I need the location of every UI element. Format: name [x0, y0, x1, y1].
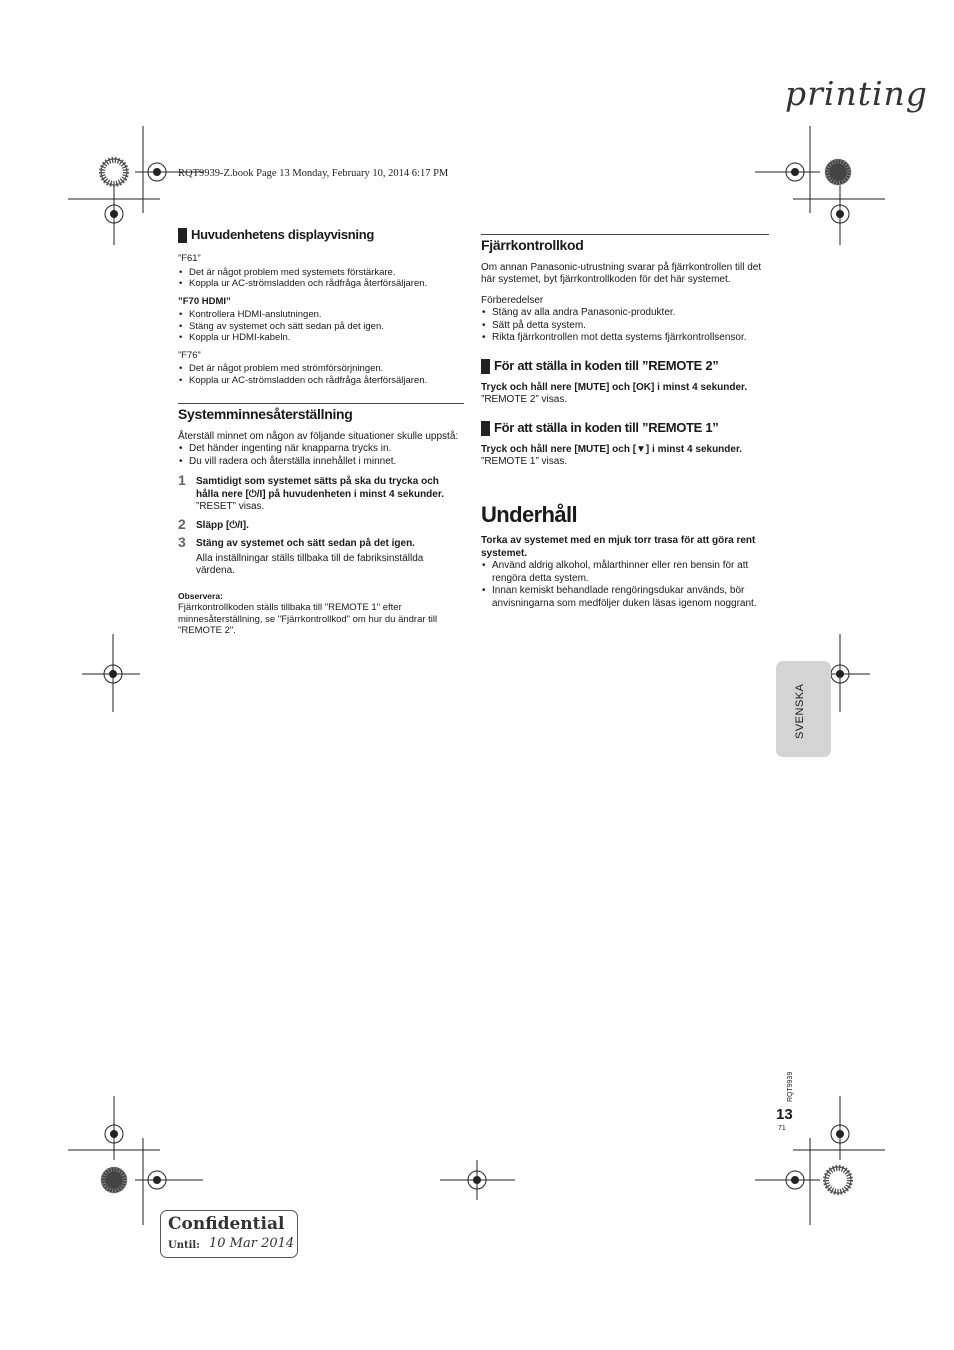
list-item: • Använd aldrig alkohol, målarthinner eller ren bensin för att rengöra detta system.: [481, 560, 769, 585]
maintenance-intro: Torka av systemet med en mjuk torr trasa för att göra rent systemet.: [481, 535, 756, 559]
document-code: RQT9939: [787, 1071, 794, 1102]
list-item: • Det händer ingenting när knapparna trycks in.: [178, 443, 464, 456]
step-sub: Alla inställningar ställs tillbaka till de fabriksinställda värdena.: [196, 552, 424, 576]
maintenance-heading: Underhåll: [481, 501, 578, 527]
confidential-title: Confidential: [168, 1214, 285, 1234]
step-number: 3: [178, 534, 186, 550]
remote2-result: ”REMOTE 2” visas.: [481, 394, 568, 405]
note-heading: Observera:: [178, 590, 223, 601]
note-text: Fjärrkontrollkoden ställs tillbaka till "REMOTE 1" efter minnesåterställning, se "Fjärrkontrollkod" om hur du ändrar till "REMOTE 2".: [178, 602, 438, 636]
language-label: SVENSKA: [794, 683, 806, 739]
remote1-instruction: Tryck och håll nere [MUTE] och [▼] i minst 4 sekunder.: [481, 443, 743, 455]
list-item: • Kontrollera HDMI-anslutningen.: [178, 309, 464, 321]
remote-intro: Om annan Panasonic-utrustning svarar på fjärrkontrollen till det här systemet, byt fjärrkontrollkoden för det här systemet.: [481, 261, 762, 285]
crosshair-mark: [755, 126, 820, 213]
code-list: [178, 267, 464, 290]
star-target-icon: [825, 1167, 851, 1193]
step-text: Släpp [⏻/I].: [196, 519, 249, 531]
list-item: • Du vill radera och återställa innehållet i minnet.: [178, 456, 464, 469]
code-label: ”F76”: [178, 349, 201, 361]
crosshair-mark: [793, 1096, 885, 1160]
left-column: [178, 228, 464, 637]
right-column: [481, 234, 769, 610]
crosshair-mark: [793, 185, 885, 245]
remote1-result: ”REMOTE 1” visas.: [481, 456, 568, 467]
confidential-until-label: Until:: [168, 1240, 200, 1251]
remote-heading: Fjärrkontrollkod: [481, 234, 769, 252]
crosshair-mark: [68, 1096, 160, 1160]
heading-bar-icon: [481, 421, 490, 436]
heading-bar-icon: [481, 359, 490, 374]
list-item: • Sätt på detta system.: [481, 320, 769, 333]
list-item: • Rikta fjärrkontrollen mot detta systems fjärrkontrollsensor.: [481, 332, 769, 345]
code-label: ”F61”: [178, 253, 201, 264]
step-text: Samtidigt som systemet sätts på ska du trycka och hålla nere [⏻/I] på huvudenheten i minst 4 sekunder.: [196, 476, 444, 500]
code-list: [178, 309, 464, 344]
list-item: • Det är något problem med strömförsörjningen.: [178, 363, 464, 375]
step-1: [178, 472, 464, 514]
display-heading: Huvudenhetens displayvisning: [178, 228, 464, 243]
remote2-instruction: Tryck och håll nere [MUTE] och [OK] i minst 4 sekunder.: [481, 381, 748, 393]
code-list: [178, 363, 464, 386]
list-item: • Koppla ur HDMI-kabeln.: [178, 332, 464, 344]
heading-bar-icon: [178, 228, 187, 243]
prep-bullets: [481, 307, 769, 345]
page-number: 13: [776, 1106, 793, 1123]
list-item: • Koppla ur AC-strömsladden och rådfråga återförsäljaren.: [178, 375, 464, 387]
code-block: [178, 296, 464, 344]
star-target-icon: [825, 159, 851, 185]
reset-bullets: [178, 443, 464, 468]
sheet-number: 71: [778, 1125, 786, 1132]
remote2-heading: För att ställa in koden till ”REMOTE 2”: [481, 359, 769, 374]
remote1-heading: För att ställa in koden till ”REMOTE 1”: [481, 421, 769, 436]
maintenance-bullets: [481, 560, 769, 610]
reset-heading: Systemminnesåterställning: [178, 403, 464, 421]
list-item: • Stäng av systemet och sätt sedan på det igen.: [178, 321, 464, 333]
step-3: [178, 534, 464, 578]
list-item: • Innan kemiskt behandlade rengöringsdukar används, bör anvisningarna som medföljer duken läsas igenom noggrant.: [481, 585, 769, 610]
prep-heading: Förberedelser: [481, 294, 544, 306]
code-block: [178, 350, 464, 387]
star-target-icon: [101, 1167, 127, 1193]
list-item: • Det är något problem med systemets förstärkare.: [178, 267, 464, 279]
printing-stamp: printing: [785, 74, 928, 113]
step-sub: ”RESET” visas.: [196, 501, 265, 512]
step-number: 2: [178, 515, 186, 532]
confidential-date: 10 Mar 2014: [209, 1236, 295, 1251]
list-item: • Koppla ur AC-strömsladden och rådfråga återförsäljaren.: [178, 278, 464, 290]
step-2: [178, 515, 464, 533]
code-label: ”F70 HDMI”: [178, 295, 231, 307]
language-tab: [776, 661, 831, 757]
crosshair-mark: [68, 185, 160, 245]
crosshair-mark: [82, 634, 140, 712]
crosshair-mark: [755, 1138, 820, 1225]
step-text: Stäng av systemet och sätt sedan på det igen.: [196, 538, 415, 549]
book-header: RQT9939-Z.book Page 13 Monday, February 10, 2014 6:17 PM: [178, 168, 449, 179]
confidential-stamp: [160, 1210, 298, 1258]
reset-intro: Återställ minnet om någon av följande situationer skulle uppstå:: [178, 430, 459, 442]
step-number: 1: [178, 472, 186, 488]
star-target-icon: [101, 159, 127, 185]
list-item: • Stäng av alla andra Panasonic-produkter.: [481, 307, 769, 320]
code-block: [178, 253, 464, 290]
crosshair-mark: [440, 1160, 515, 1200]
